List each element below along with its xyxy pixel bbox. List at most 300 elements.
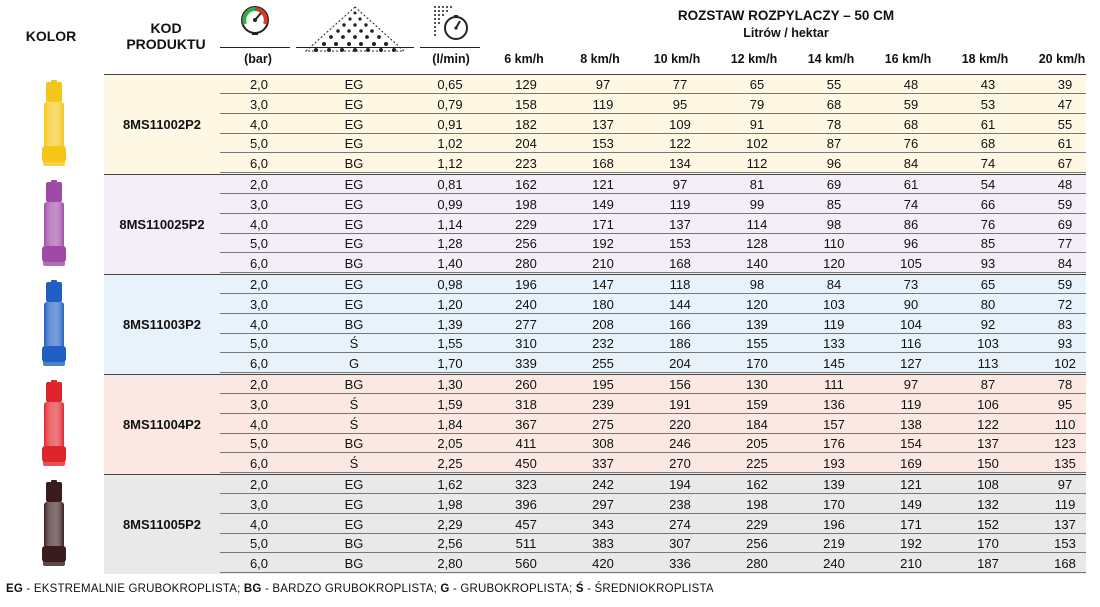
droplet-class-cell: EG xyxy=(344,296,364,312)
rate-cell: 111 xyxy=(824,377,844,392)
rate-cell: 511 xyxy=(515,536,537,552)
flow-cell: 1,98 xyxy=(437,496,463,512)
header-speed: 16 km/h xyxy=(884,52,932,66)
rate-cell: 137 xyxy=(669,216,691,232)
rate-cell: 135 xyxy=(1054,456,1076,472)
flow-cell: 1,59 xyxy=(437,396,463,412)
pressure-cell: 4,0 xyxy=(249,216,269,232)
rate-cell: 239 xyxy=(592,396,614,412)
rate-cell: 149 xyxy=(900,496,922,512)
rate-cell: 90 xyxy=(903,296,919,312)
pressure-gauge-icon xyxy=(240,5,270,35)
header-unit-bar: (bar) xyxy=(244,52,272,66)
legend-abbr: BG xyxy=(243,583,262,595)
rate-cell: 171 xyxy=(900,516,922,532)
rate-cell: 192 xyxy=(592,236,614,252)
rate-cell: 162 xyxy=(746,477,768,492)
table-row xyxy=(220,115,1086,134)
table-row xyxy=(220,515,1086,534)
rate-cell: 147 xyxy=(592,277,614,292)
rate-cell: 170 xyxy=(746,356,768,372)
rate-cell: 103 xyxy=(977,336,999,352)
table-row xyxy=(220,475,1086,494)
rate-cell: 560 xyxy=(515,556,537,572)
rate-cell: 122 xyxy=(977,416,999,432)
rate-cell: 61 xyxy=(980,116,996,132)
rate-cell: 220 xyxy=(669,416,691,432)
header-kod-line2: PRODUKTU xyxy=(126,36,206,52)
rate-cell: 339 xyxy=(515,356,537,372)
pressure-cell: 2,0 xyxy=(249,277,269,292)
rate-cell: 336 xyxy=(669,556,691,572)
rate-cell: 129 xyxy=(515,77,537,92)
rate-cell: 77 xyxy=(1057,236,1073,252)
rate-cell: 182 xyxy=(515,116,537,132)
rate-cell: 307 xyxy=(669,536,691,552)
flow-cell: 0,65 xyxy=(437,77,463,92)
rate-cell: 457 xyxy=(515,516,537,532)
rate-cell: 102 xyxy=(1054,356,1076,372)
rate-cell: 145 xyxy=(823,356,845,372)
rate-cell: 132 xyxy=(977,496,999,512)
rate-cell: 48 xyxy=(903,77,919,92)
rate-cell: 168 xyxy=(669,256,691,272)
rate-cell: 118 xyxy=(669,277,691,292)
table-row xyxy=(220,354,1086,373)
table-row xyxy=(220,395,1086,414)
legend-text: - EKSTREMALNIE GRUBOKROPLISTA; xyxy=(23,583,244,595)
flow-cell: 0,99 xyxy=(437,196,463,212)
flow-cell: 2,25 xyxy=(437,456,463,472)
rate-cell: 95 xyxy=(1057,396,1073,412)
rate-cell: 109 xyxy=(669,116,691,132)
legend-text: - GRUBOKROPLISTA; xyxy=(449,583,576,595)
rate-cell: 59 xyxy=(1057,277,1073,292)
rate-cell: 242 xyxy=(592,477,614,492)
rate-cell: 280 xyxy=(746,556,768,572)
pressure-cell: 4,0 xyxy=(249,316,269,332)
rate-cell: 91 xyxy=(749,116,765,132)
rate-cell: 69 xyxy=(1057,216,1073,232)
rate-cell: 110 xyxy=(823,236,845,252)
nozzle-icon xyxy=(40,180,68,268)
flow-cell: 1,39 xyxy=(437,316,463,332)
nozzle-group xyxy=(4,474,1086,574)
rate-cell: 105 xyxy=(900,256,922,272)
rate-cell: 180 xyxy=(592,296,614,312)
flow-cell: 1,02 xyxy=(437,136,463,152)
rate-cell: 68 xyxy=(826,96,842,112)
pressure-cell: 4,0 xyxy=(249,516,269,532)
rate-cell: 134 xyxy=(669,156,691,172)
table-row xyxy=(220,554,1086,573)
rate-cell: 80 xyxy=(980,296,996,312)
table-row xyxy=(220,534,1086,553)
rate-cell: 196 xyxy=(515,277,537,292)
rate-cell: 119 xyxy=(669,196,691,212)
rate-cell: 139 xyxy=(746,316,768,332)
product-code: 8MS110025P2 xyxy=(104,175,220,274)
table-row xyxy=(220,95,1086,114)
rate-cell: 192 xyxy=(900,536,922,552)
rate-cell: 137 xyxy=(592,116,614,132)
row-divider xyxy=(220,572,1086,573)
rate-cell: 450 xyxy=(515,456,537,472)
rate-cell: 310 xyxy=(515,336,537,352)
rate-cell: 144 xyxy=(669,296,691,312)
header-kod-produktu xyxy=(112,20,220,52)
rate-cell: 166 xyxy=(669,316,691,332)
rate-cell: 210 xyxy=(900,556,922,572)
droplet-class-cell: BG xyxy=(344,556,364,572)
rate-cell: 238 xyxy=(669,496,691,512)
rate-cell: 121 xyxy=(592,177,614,192)
droplet-class-cell: EG xyxy=(344,496,364,512)
pressure-cell: 2,0 xyxy=(249,177,269,192)
header-underline-spray xyxy=(296,47,414,48)
rate-cell: 122 xyxy=(669,136,691,152)
rate-cell: 110 xyxy=(1054,416,1076,432)
table-row xyxy=(220,75,1086,94)
rate-cell: 137 xyxy=(1054,516,1076,532)
rate-cell: 59 xyxy=(1057,196,1073,212)
rate-cell: 77 xyxy=(672,77,688,92)
rate-cell: 256 xyxy=(746,536,768,552)
rate-cell: 84 xyxy=(903,156,919,172)
droplet-class-cell: BG xyxy=(344,316,364,332)
flow-cell: 1,70 xyxy=(437,356,463,372)
rate-cell: 176 xyxy=(823,436,845,452)
table-row xyxy=(220,154,1086,173)
droplet-class-cell: EG xyxy=(344,136,364,152)
flow-cell: 1,30 xyxy=(437,377,463,392)
table-row xyxy=(220,295,1086,314)
rate-cell: 274 xyxy=(669,516,691,532)
table-row xyxy=(220,315,1086,334)
rate-cell: 205 xyxy=(746,436,768,452)
rate-cell: 139 xyxy=(823,477,845,492)
rate-cell: 223 xyxy=(515,156,537,172)
pressure-cell: 3,0 xyxy=(249,496,269,512)
rate-cell: 170 xyxy=(977,536,999,552)
rate-cell: 297 xyxy=(592,496,614,512)
header-kolor: KOLOR xyxy=(25,28,77,44)
rate-cell: 78 xyxy=(826,116,842,132)
rate-cell: 68 xyxy=(903,116,919,132)
group-rows xyxy=(220,275,1086,374)
flow-cell: 0,81 xyxy=(437,177,463,192)
pressure-cell: 3,0 xyxy=(249,196,269,212)
pressure-cell: 4,0 xyxy=(249,416,269,432)
rate-cell: 43 xyxy=(980,77,996,92)
flow-cell: 1,12 xyxy=(437,156,463,172)
rate-cell: 84 xyxy=(1057,256,1073,272)
pressure-cell: 2,0 xyxy=(249,477,269,492)
rate-cell: 204 xyxy=(669,356,691,372)
rate-cell: 343 xyxy=(592,516,614,532)
pressure-cell: 3,0 xyxy=(249,296,269,312)
pressure-cell: 5,0 xyxy=(249,136,269,152)
rate-cell: 127 xyxy=(900,356,922,372)
rate-cell: 74 xyxy=(980,156,996,172)
rate-cell: 153 xyxy=(669,236,691,252)
rate-cell: 280 xyxy=(515,256,537,272)
nozzle-icon xyxy=(40,480,68,568)
rate-cell: 318 xyxy=(515,396,537,412)
flow-cell: 1,14 xyxy=(437,216,463,232)
group-rows xyxy=(220,75,1086,174)
droplet-class-cell: Ś xyxy=(349,336,359,352)
table-row xyxy=(220,495,1086,514)
flow-cell: 1,40 xyxy=(437,256,463,272)
pressure-cell: 6,0 xyxy=(249,356,269,372)
table-row xyxy=(220,375,1086,394)
rate-cell: 204 xyxy=(515,136,537,152)
rate-cell: 246 xyxy=(669,436,691,452)
rate-cell: 308 xyxy=(592,436,614,452)
rate-cell: 97 xyxy=(672,177,688,192)
pressure-cell: 2,0 xyxy=(249,377,269,392)
droplet-class-cell: EG xyxy=(344,196,364,212)
rate-cell: 133 xyxy=(823,336,845,352)
rate-cell: 69 xyxy=(826,177,842,192)
header-unit-lmin: (l/min) xyxy=(432,52,470,66)
rate-cell: 65 xyxy=(980,277,996,292)
rate-cell: 191 xyxy=(669,396,691,412)
rate-cell: 53 xyxy=(980,96,996,112)
rate-cell: 171 xyxy=(592,216,614,232)
droplet-class-cell: EG xyxy=(344,216,364,232)
pressure-cell: 3,0 xyxy=(249,396,269,412)
table-title: ROZSTAW ROZPYLACZY – 50 CM xyxy=(677,8,895,23)
rate-cell: 119 xyxy=(592,96,614,112)
rate-cell: 96 xyxy=(903,236,919,252)
rate-cell: 229 xyxy=(746,516,768,532)
rate-cell: 120 xyxy=(823,256,845,272)
rate-cell: 219 xyxy=(823,536,845,552)
droplet-class-cell: BG xyxy=(344,377,364,392)
rate-cell: 256 xyxy=(515,236,537,252)
legend xyxy=(6,583,714,595)
rate-cell: 123 xyxy=(1054,436,1076,452)
table-row xyxy=(220,415,1086,434)
pressure-cell: 6,0 xyxy=(249,556,269,572)
rate-cell: 61 xyxy=(1057,136,1073,152)
rate-cell: 232 xyxy=(592,336,614,352)
rate-cell: 195 xyxy=(592,377,614,392)
rate-cell: 81 xyxy=(749,177,765,192)
flow-cell: 2,05 xyxy=(437,436,463,452)
rate-cell: 74 xyxy=(903,196,919,212)
rate-cell: 194 xyxy=(669,477,691,492)
pressure-cell: 3,0 xyxy=(249,96,269,112)
flow-cell: 1,62 xyxy=(437,477,463,492)
rate-cell: 186 xyxy=(669,336,691,352)
table-row xyxy=(220,134,1086,153)
rate-cell: 137 xyxy=(977,436,999,452)
rate-cell: 229 xyxy=(515,216,537,232)
legend-text: - BARDZO GRUBOKROPLISTA; xyxy=(261,583,441,595)
header-underline-pressure xyxy=(220,47,290,48)
rate-cell: 154 xyxy=(900,436,922,452)
rate-cell: 92 xyxy=(980,316,996,332)
rate-cell: 277 xyxy=(515,316,537,332)
rate-cell: 116 xyxy=(900,336,922,352)
flow-cell: 2,29 xyxy=(437,516,463,532)
rate-cell: 193 xyxy=(823,456,845,472)
rate-cell: 184 xyxy=(746,416,768,432)
table-row xyxy=(220,195,1086,214)
pressure-cell: 5,0 xyxy=(249,436,269,452)
table-subtitle: Litrów / hektar xyxy=(743,26,829,40)
header-speed: 18 km/h xyxy=(961,52,1009,66)
rate-cell: 169 xyxy=(900,456,922,472)
flow-cell: 0,79 xyxy=(437,96,463,112)
group-rows xyxy=(220,375,1086,474)
flow-cell: 1,28 xyxy=(437,236,463,252)
rate-cell: 108 xyxy=(977,477,999,492)
table-row xyxy=(220,434,1086,453)
group-rows xyxy=(220,475,1086,574)
rate-cell: 275 xyxy=(592,416,614,432)
rate-cell: 68 xyxy=(980,136,996,152)
rate-cell: 411 xyxy=(515,436,537,452)
pressure-cell: 6,0 xyxy=(249,456,269,472)
rate-cell: 153 xyxy=(1054,536,1076,552)
nozzle-group xyxy=(4,174,1086,274)
droplet-class-cell: BG xyxy=(344,436,364,452)
rate-cell: 208 xyxy=(592,316,614,332)
color-cell xyxy=(4,174,104,274)
legend-abbr: G xyxy=(440,583,450,595)
table-row xyxy=(220,454,1086,473)
legend-abbr: Ś xyxy=(575,583,584,595)
rate-cell: 93 xyxy=(1057,336,1073,352)
droplet-class-cell: EG xyxy=(344,177,364,192)
rate-cell: 97 xyxy=(903,377,919,392)
droplet-class-cell: EG xyxy=(344,277,364,292)
rate-cell: 136 xyxy=(823,396,845,412)
droplet-class-cell: G xyxy=(348,356,360,372)
header-speed: 12 km/h xyxy=(730,52,778,66)
flow-cell: 2,56 xyxy=(437,536,463,552)
droplet-class-cell: Ś xyxy=(349,416,359,432)
rate-cell: 168 xyxy=(1054,556,1076,572)
rate-cell: 323 xyxy=(515,477,537,492)
nozzle-icon xyxy=(40,380,68,468)
header-kod-line1: KOD xyxy=(150,20,182,36)
droplet-class-cell: BG xyxy=(344,256,364,272)
legend-abbr: EG xyxy=(6,583,24,595)
flow-cell: 0,91 xyxy=(437,116,463,132)
rate-cell: 79 xyxy=(749,96,765,112)
rate-cell: 98 xyxy=(749,277,765,292)
rate-cell: 112 xyxy=(746,156,768,172)
rate-cell: 396 xyxy=(515,496,537,512)
rate-cell: 76 xyxy=(980,216,996,232)
rate-cell: 96 xyxy=(826,156,842,172)
rate-cell: 65 xyxy=(749,77,765,92)
rate-cell: 159 xyxy=(746,396,768,412)
rate-cell: 128 xyxy=(746,236,768,252)
rate-cell: 55 xyxy=(1057,116,1073,132)
rate-cell: 187 xyxy=(977,556,999,572)
flow-cell: 1,84 xyxy=(437,416,463,432)
rate-cell: 47 xyxy=(1057,96,1073,112)
rate-cell: 255 xyxy=(592,356,614,372)
pressure-cell: 6,0 xyxy=(249,156,269,172)
pressure-cell: 5,0 xyxy=(249,536,269,552)
rate-cell: 78 xyxy=(1057,377,1073,392)
group-rows xyxy=(220,175,1086,274)
rate-cell: 66 xyxy=(980,196,996,212)
rate-cell: 138 xyxy=(900,416,922,432)
droplet-class-cell: EG xyxy=(344,77,364,92)
rate-cell: 98 xyxy=(826,216,842,232)
droplet-class-cell: EG xyxy=(344,516,364,532)
rate-cell: 95 xyxy=(672,96,688,112)
rate-cell: 260 xyxy=(515,377,537,392)
rate-cell: 76 xyxy=(903,136,919,152)
rate-cell: 39 xyxy=(1057,77,1073,92)
table-row xyxy=(220,215,1086,234)
rate-cell: 84 xyxy=(826,277,842,292)
rate-cell: 119 xyxy=(823,316,845,332)
droplet-class-cell: BG xyxy=(344,536,364,552)
flow-meter-icon xyxy=(433,5,469,41)
color-cell xyxy=(4,474,104,574)
pressure-cell: 5,0 xyxy=(249,336,269,352)
legend-text: - ŚREDNIOKROPLISTA xyxy=(583,583,714,595)
product-code: 8MS11003P2 xyxy=(104,275,220,374)
header-underline-flow xyxy=(420,47,480,48)
table-row xyxy=(220,275,1086,294)
color-cell xyxy=(4,74,104,174)
droplet-class-cell: EG xyxy=(344,236,364,252)
rate-cell: 150 xyxy=(977,456,999,472)
rate-cell: 86 xyxy=(903,216,919,232)
rate-cell: 367 xyxy=(515,416,537,432)
table-row xyxy=(220,234,1086,253)
droplet-class-cell: EG xyxy=(344,116,364,132)
color-cell xyxy=(4,374,104,474)
pressure-cell: 6,0 xyxy=(249,256,269,272)
rate-cell: 152 xyxy=(977,516,999,532)
rate-cell: 59 xyxy=(903,96,919,112)
product-code: 8MS11002P2 xyxy=(104,75,220,174)
rate-cell: 198 xyxy=(746,496,768,512)
droplet-class-cell: BG xyxy=(344,156,364,172)
rate-cell: 157 xyxy=(823,416,845,432)
table-row xyxy=(220,254,1086,273)
rate-cell: 170 xyxy=(823,496,845,512)
rate-cell: 97 xyxy=(1057,477,1073,492)
rate-cell: 155 xyxy=(746,336,768,352)
rate-cell: 240 xyxy=(515,296,537,312)
table-row xyxy=(220,334,1086,353)
rate-cell: 198 xyxy=(515,196,537,212)
rate-cell: 67 xyxy=(1057,156,1073,172)
nozzle-icon xyxy=(40,280,68,368)
header-speed: 14 km/h xyxy=(807,52,855,66)
rate-cell: 149 xyxy=(592,196,614,212)
table-row xyxy=(220,175,1086,194)
rate-cell: 210 xyxy=(592,256,614,272)
rate-cell: 130 xyxy=(746,377,768,392)
droplet-class-cell: Ś xyxy=(349,396,359,412)
rate-cell: 61 xyxy=(903,177,919,192)
pressure-cell: 4,0 xyxy=(249,116,269,132)
